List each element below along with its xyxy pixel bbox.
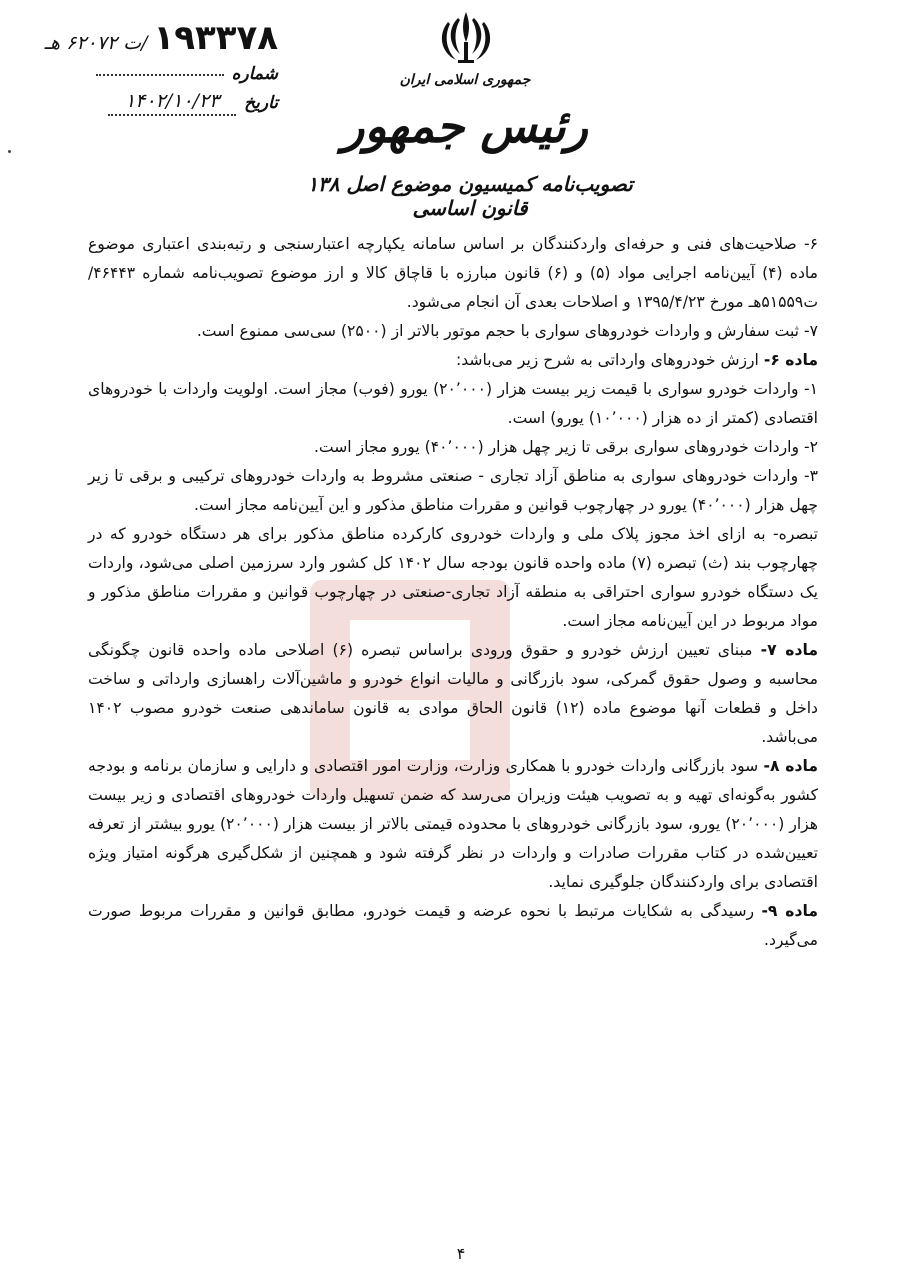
- article-7-text: مبنای تعیین ارزش خودرو و حقوق ورودی براساس تبصره (۶) اصلاحی ماده واحده قانون چگونگی محاسبه و وصول حقوق گمرکی، سود بازرگانی و مالیات انواع خودرو و ماشین‌آلات راهسازی وارداتی و ساخت داخل و قطعات آنها موضوع ماده (۱۲) قانون الحاق موادی به قانون ساماندهی صنعت خودرو مصوب ۱۴۰۲ می‌باشد.: [88, 641, 819, 746]
- doc-number-row: [18, 18, 278, 58]
- document-meta: [18, 18, 278, 116]
- document-body: [88, 230, 818, 955]
- number-value: [96, 72, 224, 76]
- article-9-heading: ماده ۹-: [761, 902, 818, 920]
- clause-7: ۷- ثبت سفارش و واردات خودروهای سواری با حجم موتور بالاتر از (۲۵۰۰) سی‌سی ممنوع است.: [196, 322, 818, 340]
- article-9-text: رسیدگی به شکایات مرتبط با نحوه عرضه و قیمت خودرو، مطابق قوانین و مقررات مربوط صورت می‌گیرد.: [88, 902, 818, 949]
- article-6-item-3: ۳- واردات خودروهای سواری به مناطق آزاد تجاری - صنعتی مشروط به واردات خودروهای ترکیبی و برقی تا زیر چهل هزار (۴۰٬۰۰۰) یورو در چهارچوب قوانین و مقررات مناطق مذکور و این آیین‌نامه مجاز است.: [88, 467, 818, 514]
- commission-title: تصویب‌نامه کمیسیون موضوع اصل ۱۳۸ قانون اساسی: [307, 172, 633, 220]
- number-label: شماره: [231, 64, 278, 84]
- article-6-note: تبصره- به ازای اخذ مجوز پلاک ملی و واردات خودروی کارکرده مناطق مذکور برای هر دستگاه خودرو که در چهارچوب بند (ث) تبصره (۷) ماده واحده قانون بودجه سال ۱۴۰۲ کل کشور وارد سرزمین اصلی می‌شود، واردات یک دستگاه خودرو سواری احتراقی به منطقه آزاد تجاری-صنعتی در چهارچوب قوانین و مقررات مناطق مذکور و مواد مربوط در این آیین‌نامه مجاز است.: [88, 525, 818, 630]
- date-value: ۱۴۰۲/۱۰/۲۳: [108, 90, 236, 116]
- doc-reference: /ت ۶۲۰۷۲ هـ: [44, 32, 148, 54]
- article-8-text: سود بازرگانی واردات خودرو با همکاری وزارت، وزارت امور اقتصادی و دارایی و سازمان برنامه و بودجه کشور به‌گونه‌ای تهیه و به تصویب هیئت وزیران می‌رسد که ضمن تسهیل واردات خودروهای اقتصادی و زیر بیست هزار (۲۰٬۰۰۰) یورو، سود بازرگانی خودروهای با محدوده قیمتی بالاتر از بیست هزار (۲۰٬۰۰۰) یورو بیشتر از تعرفه تعیین‌شده در کتاب مقررات صادرات و واردات در نظر گرفته شود و همچنین از شکل‌گیری هرگونه امتیاز ویژه اقتصادی برای واردکنندگان جلوگیری نماید.: [88, 757, 819, 891]
- article-6-item-2: ۲- واردات خودروهای سواری برقی تا زیر چهل هزار (۴۰٬۰۰۰) یورو مجاز است.: [313, 438, 818, 456]
- article-7-heading: ماده ۷-: [760, 641, 818, 659]
- page-number: ۴: [456, 1244, 466, 1263]
- president-title: رئیس جمهور: [342, 99, 588, 153]
- article-6: [88, 346, 818, 375]
- number-row: [18, 64, 278, 84]
- margin-mark: [8, 150, 11, 153]
- article-8-heading: ماده ۸-: [763, 757, 818, 775]
- date-row: [18, 90, 278, 116]
- article-9: [88, 897, 818, 955]
- article-7: [88, 636, 818, 752]
- clause-6: ۶- صلاحیت‌های فنی و حرفه‌ای واردکنندگان بر اساس سامانه یکپارچه اعتبارسنجی و رتبه‌بندی اعتباری موضوع ماده (۴) آیین‌نامه اجرایی مواد (۵) و (۶) قانون مبارزه با قاچاق کالا و ارز موضوع تصویب‌نامه شماره ۴۶۴۴۳/ت۵۱۵۵۹هـ مورخ ۱۳۹۵/۴/۲۳ و اصلاحات بعدی آن انجام می‌شود.: [88, 235, 818, 311]
- date-label: تاریخ: [244, 93, 278, 113]
- article-6-item-1: ۱- واردات خودرو سواری با قیمت زیر بیست هزار (۲۰٬۰۰۰) یورو (فوب) مجاز است. اولویت واردات با خودروهای اقتصادی (کمتر از ده هزار (۱۰٬۰۰۰) یورو) است.: [88, 380, 819, 427]
- article-6-heading: ماده ۶-: [763, 351, 818, 369]
- article-8: [88, 752, 818, 897]
- republic-title: جمهوری اسلامی ایران: [399, 72, 531, 88]
- doc-number: ۱۹۳۳۷۸: [153, 18, 278, 58]
- emblem-icon: [438, 8, 494, 68]
- article-6-text: ارزش خودروهای وارداتی به شرح زیر می‌باشد:: [455, 351, 764, 369]
